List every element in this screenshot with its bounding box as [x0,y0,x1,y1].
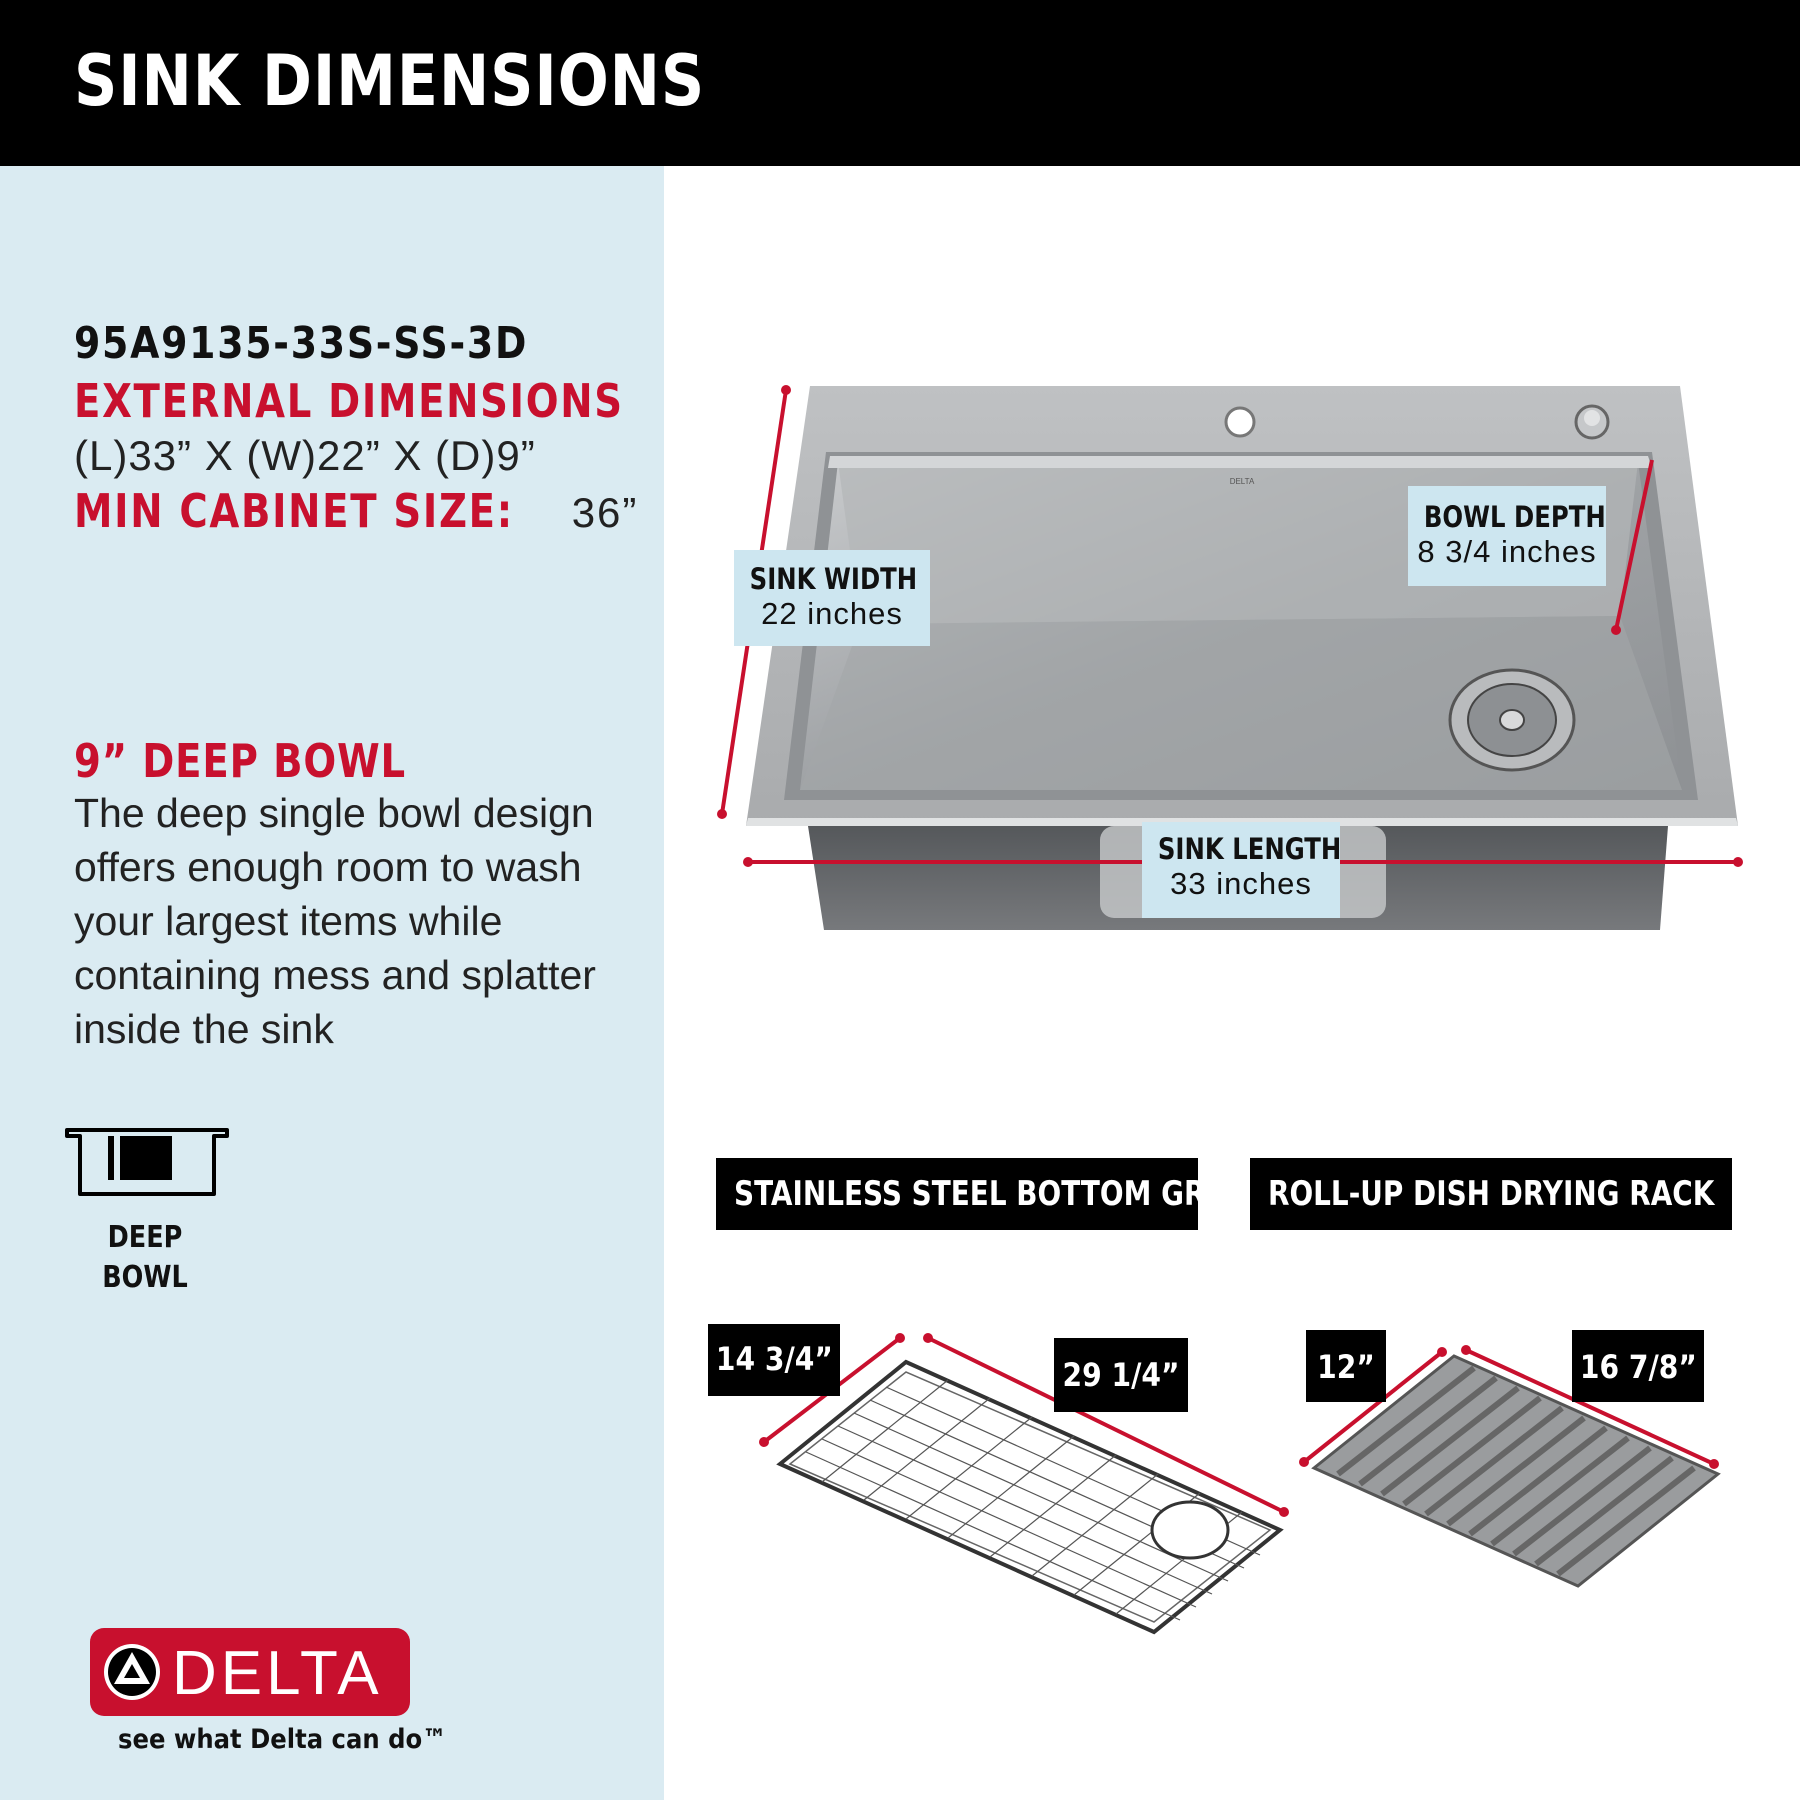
grid-width-label: 14 3/4” [708,1324,840,1396]
page-title: SINK DIMENSIONS [74,40,706,122]
rack-title-box [1250,1158,1732,1230]
bowl-depth-title: BOWL DEPTH [1423,500,1606,534]
grid-title-box [716,1158,1239,1230]
sink-brand-stamp: DELTA [1229,477,1255,486]
sink-width-callout [734,550,930,646]
sink-width-value: 22 inches [761,596,903,631]
external-dimensions-label: EXTERNAL DIMENSIONS [74,374,624,428]
delta-wordmark: DELTA [172,1639,383,1708]
rack-title: ROLL-UP DISH DRYING RACK [1268,1174,1715,1214]
deep-bowl-label: DEEP BOWL [102,1220,188,1295]
sink-length-value: 33 inches [1170,866,1312,901]
feature-description: The deep single bowl design offers enough room to wash your largest items while containing mess and splatter inside the sink [74,790,596,1052]
cabinet-label: MIN CABINET SIZE: [74,484,514,538]
feature-heading: 9” DEEP BOWL [74,734,406,788]
model-number: 95A9135-33S-SS-3D [74,318,529,369]
rack-length-label: 16 7/8” [1572,1330,1704,1402]
bowl-depth-value: 8 3/4 inches [1417,534,1597,569]
external-dimensions-value: (L)33” X (W)22” X (D)9” [74,432,536,479]
bowl-depth-callout [1408,486,1606,586]
grid-title: STAINLESS STEEL BOTTOM GRID [734,1174,1239,1214]
sink-length-title: SINK LENGTH [1157,832,1342,866]
bottom-grid-image [780,1362,1280,1632]
sink-length-callout [1142,822,1340,918]
cabinet-value: 36” [571,489,639,536]
rack-width-label: 12” [1306,1330,1386,1402]
brand-tagline: see what Delta can do™ [118,1724,447,1755]
grid-length-label: 29 1/4” [1054,1338,1188,1412]
sink-width-title: SINK WIDTH [749,562,918,596]
